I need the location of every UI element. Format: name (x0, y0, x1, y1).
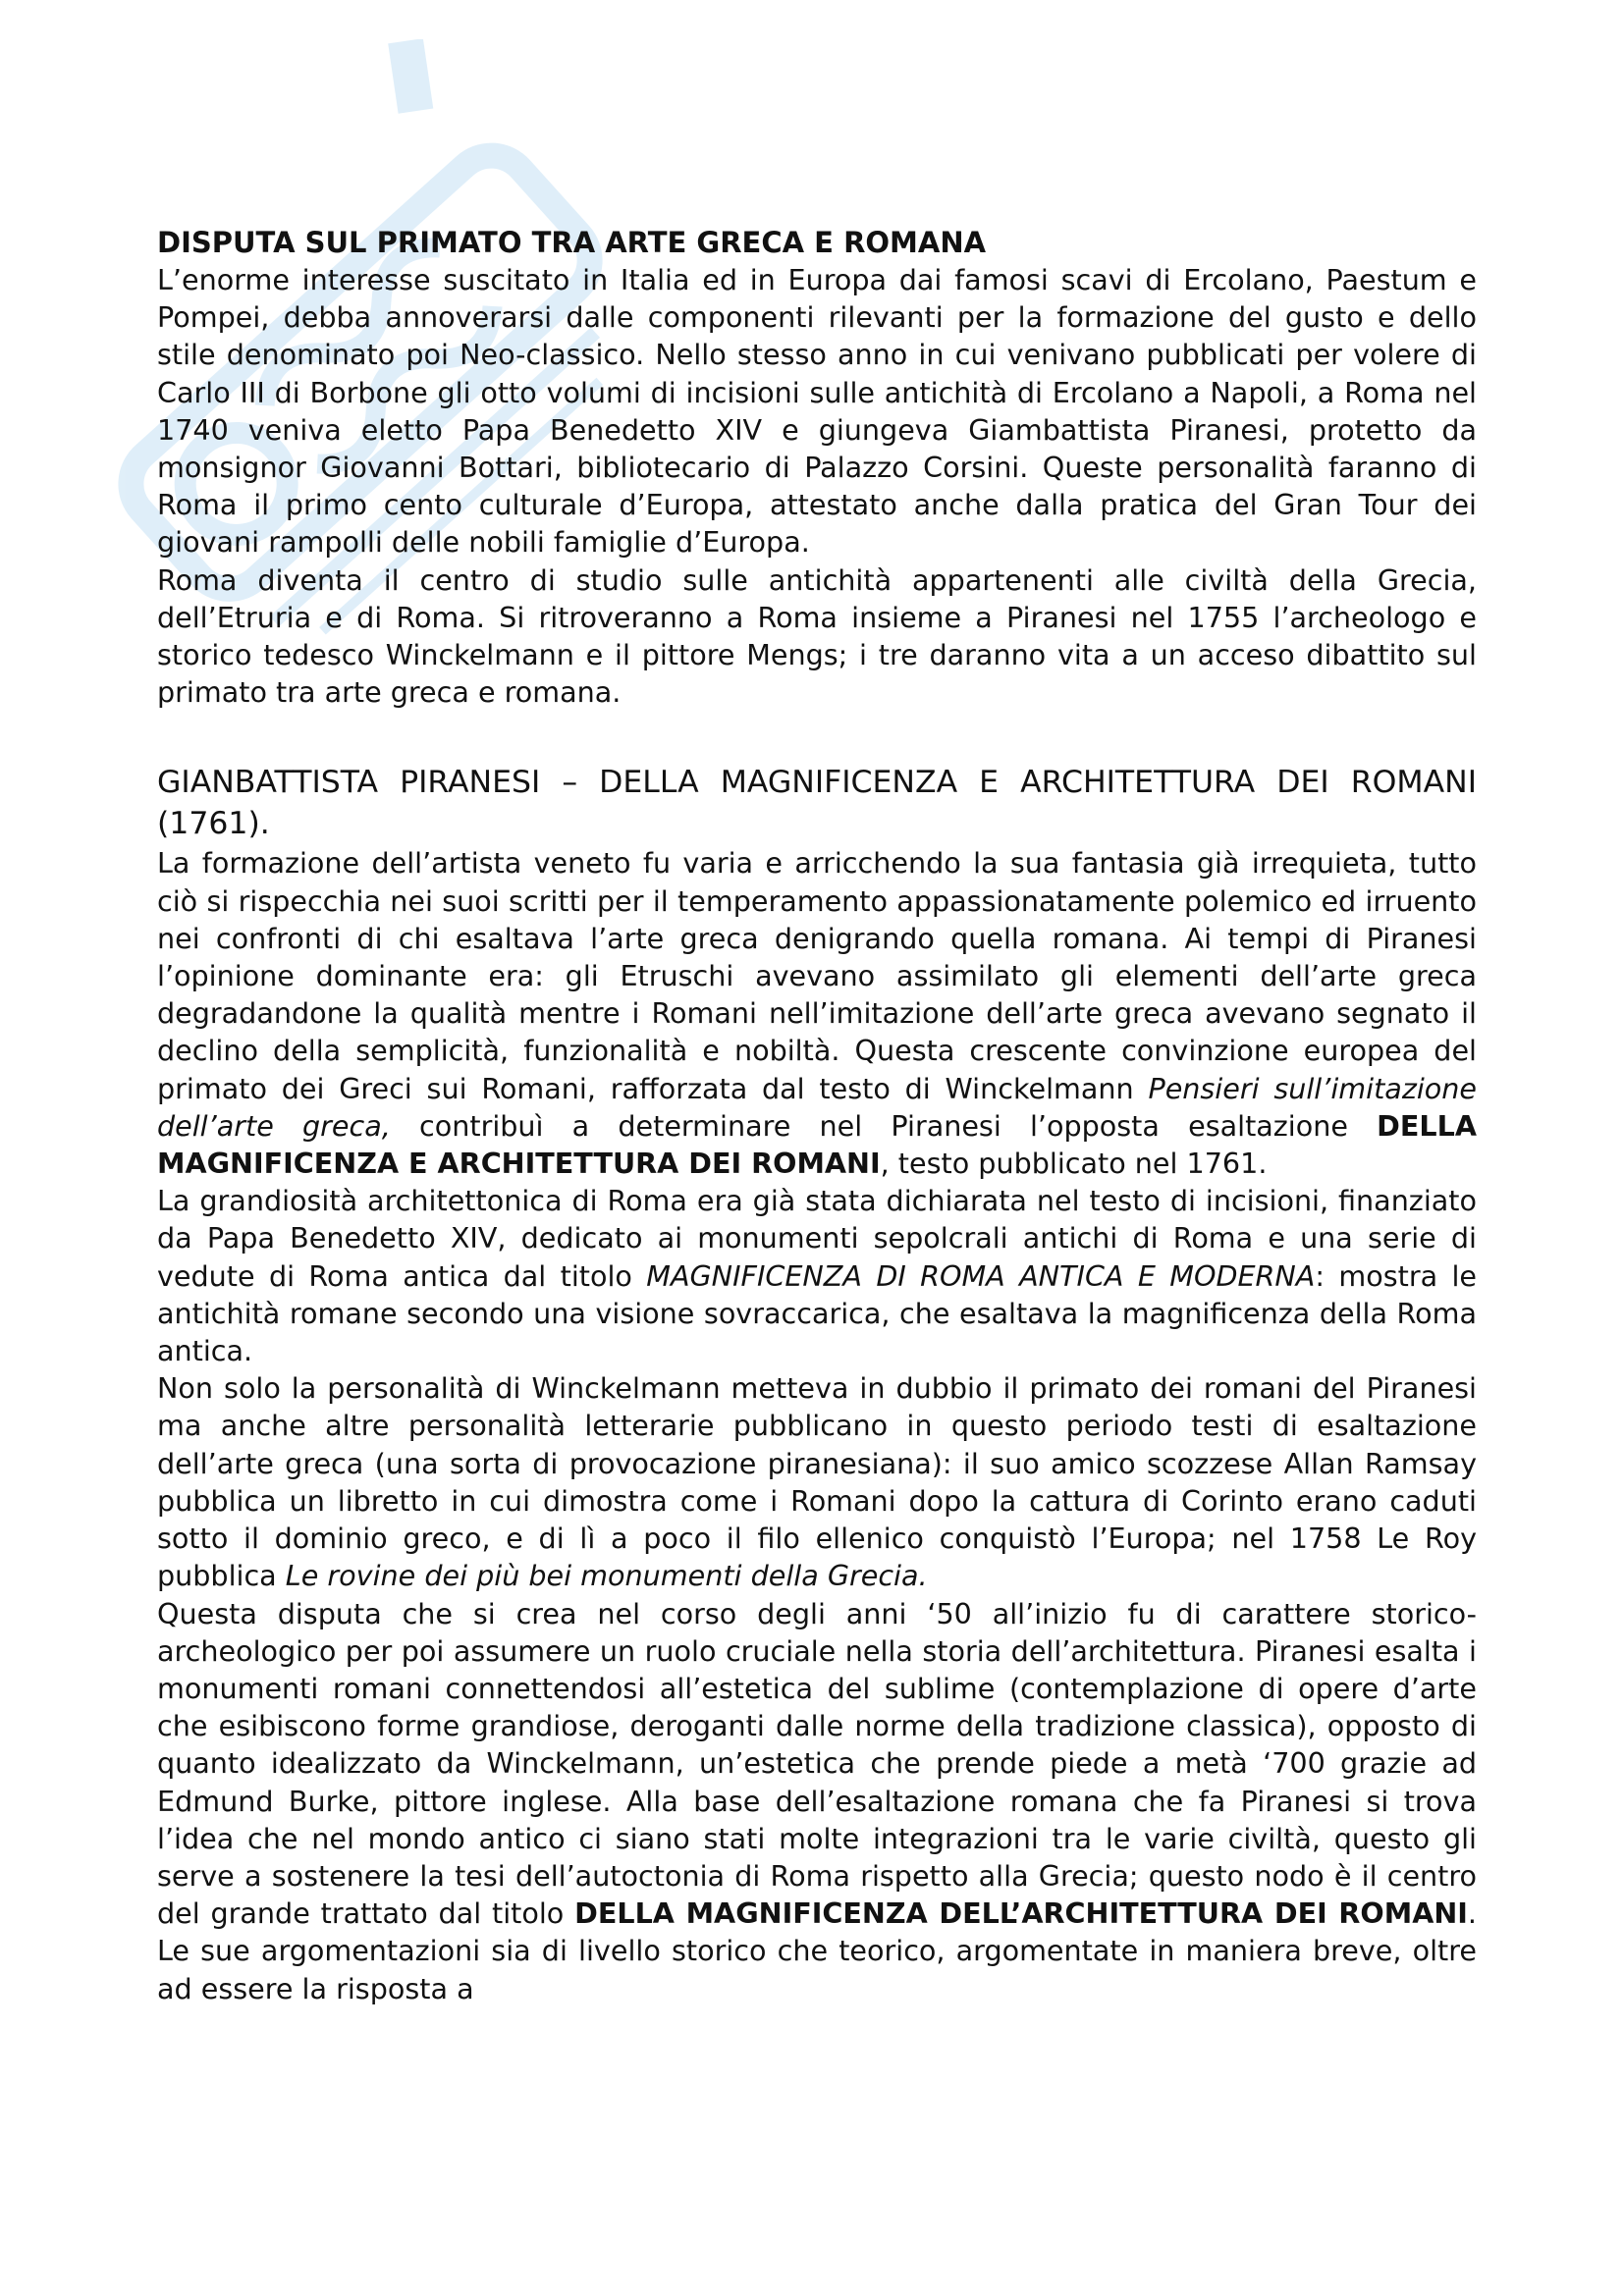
section-title-disputa: DISPUTA SUL PRIMATO TRA ARTE GRECA E ROMANA (157, 226, 987, 259)
bold-title: DELLA MAGNIFICENZA E ARCHITETTURA DEI ROMANI (157, 1108, 1477, 1181)
text-run: Non solo la personalità di Winckelmann metteva in dubbio il primato dei romani del Piranesi ma anche altre personalità letterarie pubblicano in questo periodo testi di esaltazione dell’arte greca (una sorta di provocazione piranesiana): il suo amico scozzese Allan Ramsay pubblica un libretto in cui dimostra come i Romani dopo la cattura di Corinto erano caduti sotto il dominio greco, e di lì a poco il filo ellenico conquistò l’Europa; nel 1758 Le Roy pubblica (157, 1371, 1477, 1593)
bold-title: DELLA MAGNIFICENZA DELL’ARCHITETTURA DEI ROMANI (574, 1896, 1468, 1931)
section-title-piranesi: GIANBATTISTA PIRANESI – DELLA MAGNIFICENZA E ARCHITETTURA DEI ROMANI (1761). (157, 765, 1477, 842)
paragraph (157, 1369, 1477, 1594)
paragraph: L’enorme interesse suscitato in Italia ed in Europa dai famosi scavi di Ercolano, Paestum e Pompei, debba annoverarsi dalle componenti rilevanti per la formazione del gusto e dello stile denominato poi Neo-classico. Nello stesso anno in cui venivano pubblicati per volere di Carlo III di Borbone gli otto volumi di incisioni sulle antichità di Ercolano a Napoli, a Roma nel 1740 veniva eletto Papa Benedetto XIV e giungeva Giambattista Piranesi, protetto da monsignor Giovanni Bottari, bibliotecario di Palazzo Corsini. Queste personalità faranno di Roma il primo cento culturale d’Europa, attestato anche dalla pratica del Gran Tour dei giovani rampolli delle nobili famiglie d’Europa. (157, 263, 1477, 560)
text-run: , testo pubblicato nel 1761. (880, 1147, 1268, 1181)
paragraph (157, 1595, 1477, 2007)
text-run: contribuì a determinare nel Piranesi l’opposta esaltazione (390, 1108, 1378, 1143)
text-run: . Le sue argomentazioni sia di livello storico che teorico, argomentate in maniera breve, oltre ad essere la risposta a (157, 1896, 1477, 2005)
italic-title: Le rovine dei più bei monumenti della Grecia. (285, 1559, 928, 1593)
text-run: : mostra le antichità romane secondo una visione sovraccarica, che esaltava la magnificenza della Roma antica. (157, 1258, 1477, 1368)
text-run: Questa disputa che si crea nel corso degli anni ‘50 all’inizio fu di carattere storico-archeologico per poi assumere un ruolo cruciale nella storia dell’architettura. Piranesi esalta i monumenti romani connettendosi all’estetica del sublime (contemplazione di opere d’arte che esibiscono forme grandiose, deroganti dalle norme della tradizione classica), opposto di quanto idealizzato da Winckelmann, un’estetica che prende piede a metà ‘700 grazie ad Edmund Burke, pittore inglese. Alla base dell’esaltazione romana che fa Piranesi si trova l’idea che nel mondo antico ci siano stati molte integrazioni tra le varie civiltà, questo gli serve a sostenere la tesi dell’autoctonia di Roma rispetto alla Grecia; questo nodo è il centro del grande trattato dal titolo (157, 1596, 1477, 1931)
paragraph (157, 844, 1477, 1182)
paragraph (157, 1182, 1477, 1369)
paragraph: Roma diventa il centro di studio sulle antichità appartenenti alle civiltà della Grecia, dell’Etruria e di Roma. Si ritroveranno a Roma insieme a Piranesi nel 1755 l’archeologo e storico tedesco Winckelmann e il pittore Mengs; i tre daranno vita a un acceso dibattito sul primato tra arte greca e romana. (157, 562, 1477, 710)
text-run: La formazione dell’artista veneto fu varia e arricchendo la sua fantasia già irrequieta, tutto ciò si rispecchia nei suoi scritti per il temperamento appassionatamente polemico ed irruento nei confronti di chi esaltava l’arte greca denigrando quella romana. Ai tempi di Piranesi l’opinione dominante era: gli Etruschi avevano assimilato gli elementi dell’arte greca degradandone la qualità mentre i Romani nell’imitazione dell’arte greca avevano segnato il declino della semplicità, funzionalità e nobiltà. Questa crescente convinzione europea del primato dei Greci sui Romani, rafforzata dal testo di Winckelmann (157, 846, 1477, 1105)
italic-title: MAGNIFICENZA DI ROMA ANTICA E MODERNA (646, 1258, 1316, 1293)
document-body (157, 224, 1477, 2007)
text-run: La grandiosità architettonica di Roma era già stata dichiarata nel testo di incisioni, finanziato da Papa Benedetto XIV, dedicato ai monumenti sepolcrali antichi di Roma e una serie di vedute di Roma antica dal titolo (157, 1184, 1477, 1293)
italic-title: Pensieri sull’imitazione dell’arte greca, (157, 1071, 1477, 1143)
